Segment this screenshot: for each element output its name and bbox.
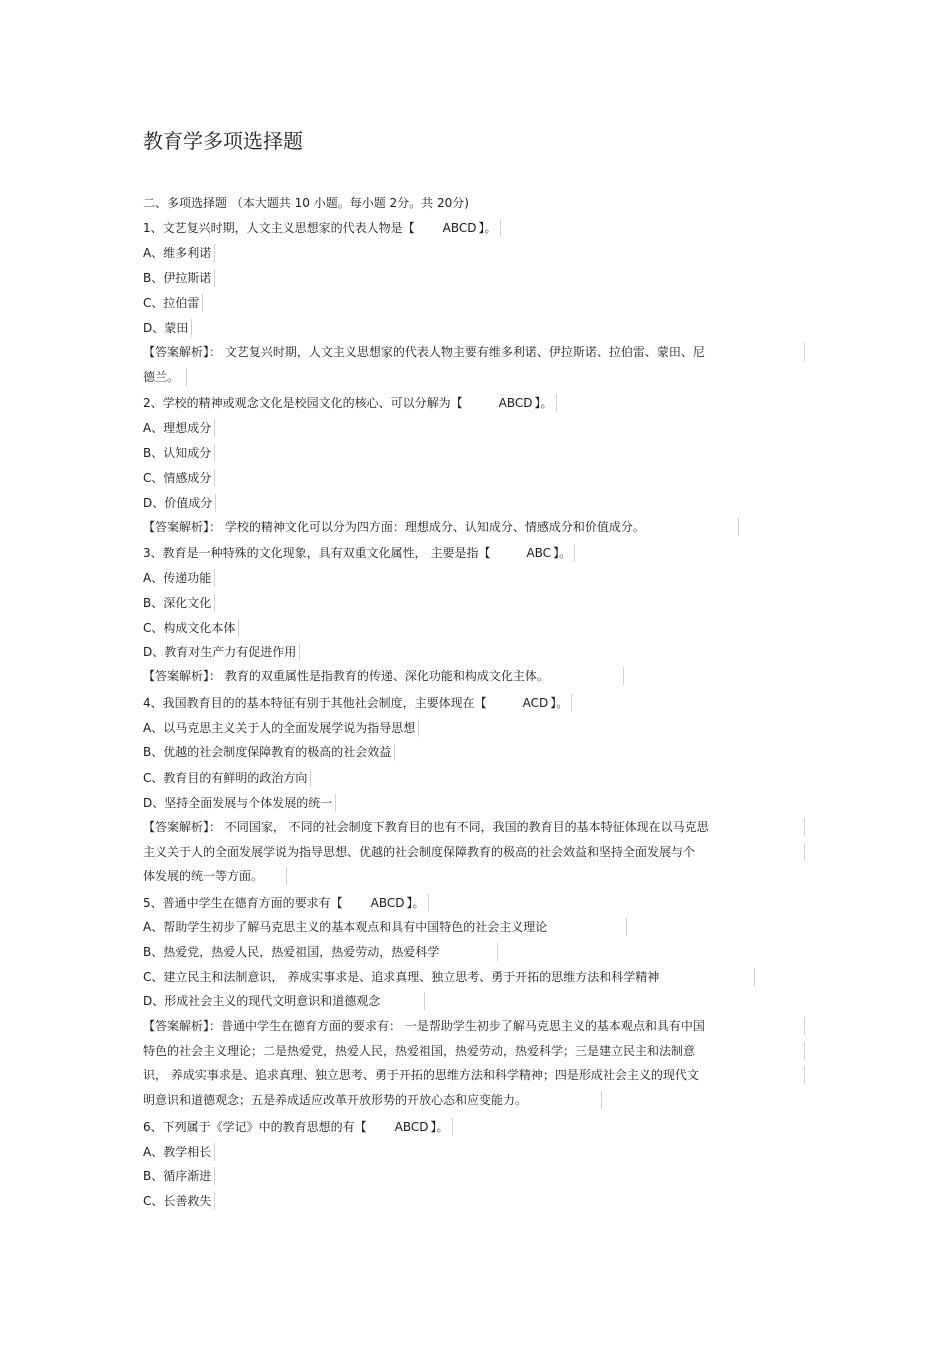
q1-option-d: D、蒙田 bbox=[143, 319, 192, 337]
answer-key: ABCD bbox=[394, 1120, 429, 1134]
section-header: 二、多项选择题 （本大题共 10 小题。每小题 2分。共 20分) bbox=[143, 196, 469, 210]
q4-option-c: C、教育目的有鲜明的政治方向 bbox=[143, 769, 311, 787]
q4-option-b: B、优越的社会制度保障教育的极高的社会效益 bbox=[143, 743, 395, 761]
q6-option-c: C、长善救失 bbox=[143, 1192, 215, 1210]
q6-option-a: A、教学相长 bbox=[143, 1143, 215, 1161]
q5-analysis-line-1: 【答案解析】：普通中学生在德育方面的要求有： 一是帮助学生初步了解马克思主义的基本观点和具有中国 bbox=[143, 1017, 805, 1035]
question-1-stem bbox=[143, 219, 501, 237]
question-stem-text: 4、我国教育目的的基本特征有别于其他社会制度，主要体现在【 bbox=[143, 696, 487, 710]
answer-close: 】。 bbox=[550, 696, 569, 710]
answer-close: 】。 bbox=[478, 221, 497, 235]
question-stem-text: 1、文艺复兴时期，人文主义思想家的代表人物是【 bbox=[143, 221, 415, 235]
answer-close: 】。 bbox=[430, 1120, 449, 1134]
question-5-stem bbox=[143, 894, 429, 912]
q1-option-c: C、拉伯雷 bbox=[143, 294, 203, 312]
question-4-stem bbox=[143, 694, 572, 712]
answer-key: ABCD bbox=[442, 221, 477, 235]
answer-key: ABC bbox=[526, 546, 552, 560]
question-6-stem bbox=[143, 1118, 453, 1136]
q3-option-c: C、构成文化本体 bbox=[143, 619, 239, 637]
answer-key: ACD bbox=[522, 696, 549, 710]
answer-close: 】。 bbox=[553, 546, 572, 560]
q5-analysis-line-3: 识， 养成实事求是、追求真理、独立思考、勇于开拓的思维方法和科学精神；四是形成社会主义的现代文 bbox=[143, 1066, 805, 1084]
q1-option-a: A、维多利诺 bbox=[143, 244, 215, 262]
q4-option-a: A、以马克思主义关于人的全面发展学说为指导思想 bbox=[143, 719, 419, 737]
q3-option-d: D、教育对生产力有促进作用 bbox=[143, 643, 300, 661]
q5-option-c: C、建立民主和法制意识， 养成实事求是、追求真理、独立思考、勇于开拓的思维方法和科学精神 bbox=[143, 968, 755, 986]
q2-option-c: C、情感成分 bbox=[143, 469, 215, 487]
answer-close: 】。 bbox=[534, 396, 553, 410]
q3-option-a: A、传递功能 bbox=[143, 569, 215, 587]
q2-analysis-line-1: 【答案解析】： 学校的精神文化可以分为四方面：理想成分、认知成分、情感成分和价值成分。 bbox=[143, 518, 739, 536]
q5-option-a: A、帮助学生初步了解马克思主义的基本观点和具有中国特色的社会主义理论 bbox=[143, 918, 627, 936]
q4-option-d: D、坚持全面发展与个体发展的统一 bbox=[143, 794, 336, 812]
question-stem-text: 2、学校的精神或观念文化是校园文化的核心、可以分解为【 bbox=[143, 396, 463, 410]
question-stem-text: 3、教育是一种特殊的文化现象，具有双重文化属性， 主要是指【 bbox=[143, 546, 491, 560]
q4-analysis-line-1: 【答案解析】： 不同国家， 不同的社会制度下教育目的也有不同，我国的教育目的基本特征体现在以马克思 bbox=[143, 818, 805, 836]
q5-analysis-line-4: 明意识和道德观念；五是养成适应改革开放形势的开放心态和应变能力。 bbox=[143, 1091, 602, 1109]
q4-analysis-line-3: 体发展的统一等方面。 bbox=[143, 867, 287, 885]
q2-option-d: D、价值成分 bbox=[143, 494, 216, 512]
q3-option-b: B、深化文化 bbox=[143, 594, 215, 612]
q6-option-b: B、循序渐进 bbox=[143, 1167, 215, 1185]
question-stem-text: 6、下列属于《学记》中的教育思想的有【 bbox=[143, 1120, 367, 1134]
q5-analysis-line-2: 特色的社会主义理论；二是热爱党，热爱人民，热爱祖国，热爱劳动，热爱科学；三是建立民主和法制意 bbox=[143, 1042, 805, 1060]
question-stem-text: 5、普通中学生在德育方面的要求有【 bbox=[143, 896, 343, 910]
q2-option-b: B、认知成分 bbox=[143, 444, 215, 462]
q5-option-d: D、形成社会主义的现代文明意识和道德观念 bbox=[143, 992, 425, 1010]
q4-analysis-line-2: 主义关于人的全面发展学说为指导思想、优越的社会制度保障教育的极高的社会效益和坚持全面发展与个 bbox=[143, 843, 805, 861]
q1-analysis-line-1: 【答案解析】： 文艺复兴时期，人文主义思想家的代表人物主要有维多利诺、伊拉斯诺、拉伯雷、蒙田、尼 bbox=[143, 343, 805, 361]
q1-analysis-line-2: 德兰。 bbox=[143, 368, 187, 386]
q1-option-b: B、伊拉斯诺 bbox=[143, 269, 215, 287]
answer-close: 】。 bbox=[406, 896, 425, 910]
question-2-stem bbox=[143, 394, 557, 412]
answer-key: ABCD bbox=[498, 396, 533, 410]
answer-key: ABCD bbox=[370, 896, 405, 910]
q2-option-a: A、理想成分 bbox=[143, 419, 215, 437]
q3-analysis-line-1: 【答案解析】： 教育的双重属性是指教育的传递、深化功能和构成文化主体。 bbox=[143, 667, 624, 685]
page-title: 教育学多项选择题 bbox=[143, 129, 303, 153]
question-3-stem bbox=[143, 544, 575, 562]
q5-option-b: B、热爱党，热爱人民，热爱祖国，热爱劳动，热爱科学 bbox=[143, 943, 498, 961]
